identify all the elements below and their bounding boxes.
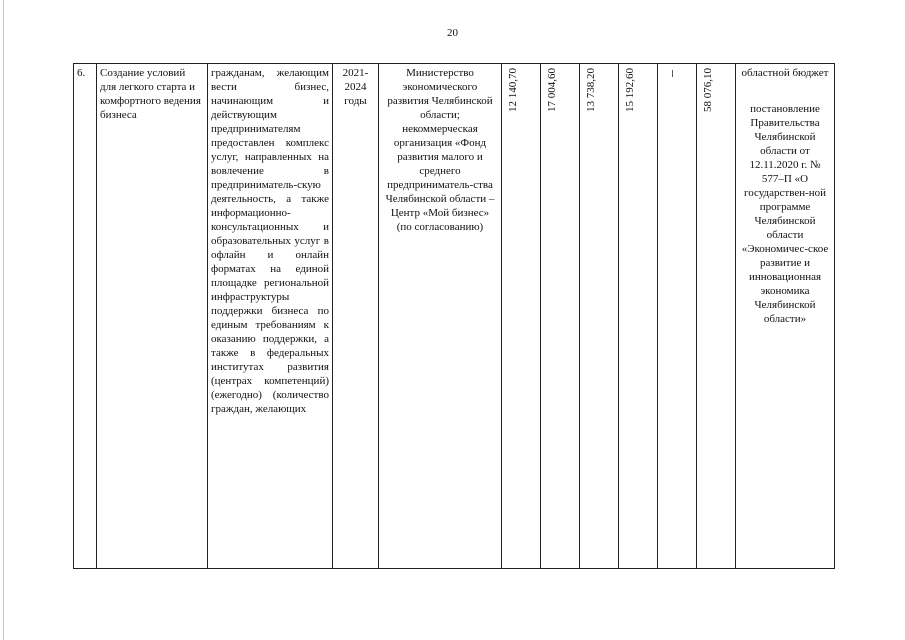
responsible-executors: Министерство экономического развития Челябинской области; некоммерческая организация «Фонд развития малого и среднего предприниматель-ства Челябинской области – Центр «Мой бизнес» (по согласованию): [379, 64, 502, 569]
amount-cell-total: [697, 64, 736, 569]
amount-cell-2022: [541, 64, 580, 569]
amount-2024: 15 192,60: [624, 68, 636, 112]
page-margin-rule: [3, 0, 4, 640]
funding-basis-cell: [736, 64, 835, 569]
amount-cell-2021: [502, 64, 541, 569]
amount-2023: 13 738,20: [585, 68, 597, 112]
row-index: 6.: [74, 64, 97, 569]
funding-source: областной бюджет: [741, 67, 829, 79]
measure-name: Создание условий для легкого старта и комфортного ведения бизнеса: [97, 64, 208, 569]
amount-cell-2023: [580, 64, 619, 569]
table-row: [74, 64, 835, 569]
page-number: 20: [447, 27, 458, 39]
measure-description: гражданам, желающим вести бизнес, начинающим и действующим предпринимателям предоставлен комплекс услуг, направленных на вовлечение в предприниматель-скую деятельность, а также информационно-консультационных и образовательных услуг в офлайн и онлайн форматах на единой площадке региональной инфраструктуры поддержки бизнеса по единым требованиям к оказанию поддержки, а также в федеральных институтах развития (центрах компетенций) (ежегодно) (количество граждан, желающих: [208, 64, 333, 569]
basis-spacer: [739, 80, 831, 102]
amount-cell-2024: [619, 64, 658, 569]
amount-2021: 12 140,70: [507, 68, 519, 112]
amount-cell-empty: [658, 64, 697, 569]
program-table: [73, 63, 835, 569]
amount-total: 58 076,10: [702, 68, 714, 112]
implementation-period: 2021-2024 годы: [333, 64, 379, 569]
amount-2022: 17 004,60: [546, 68, 558, 112]
legal-basis: постановление Правительства Челябинской области от 12.11.2020 г. № 577–П «О государствен-ной программе Челябинской области «Экономичес-ское развитие и инновационная экономика Челябинской области»: [741, 103, 829, 325]
